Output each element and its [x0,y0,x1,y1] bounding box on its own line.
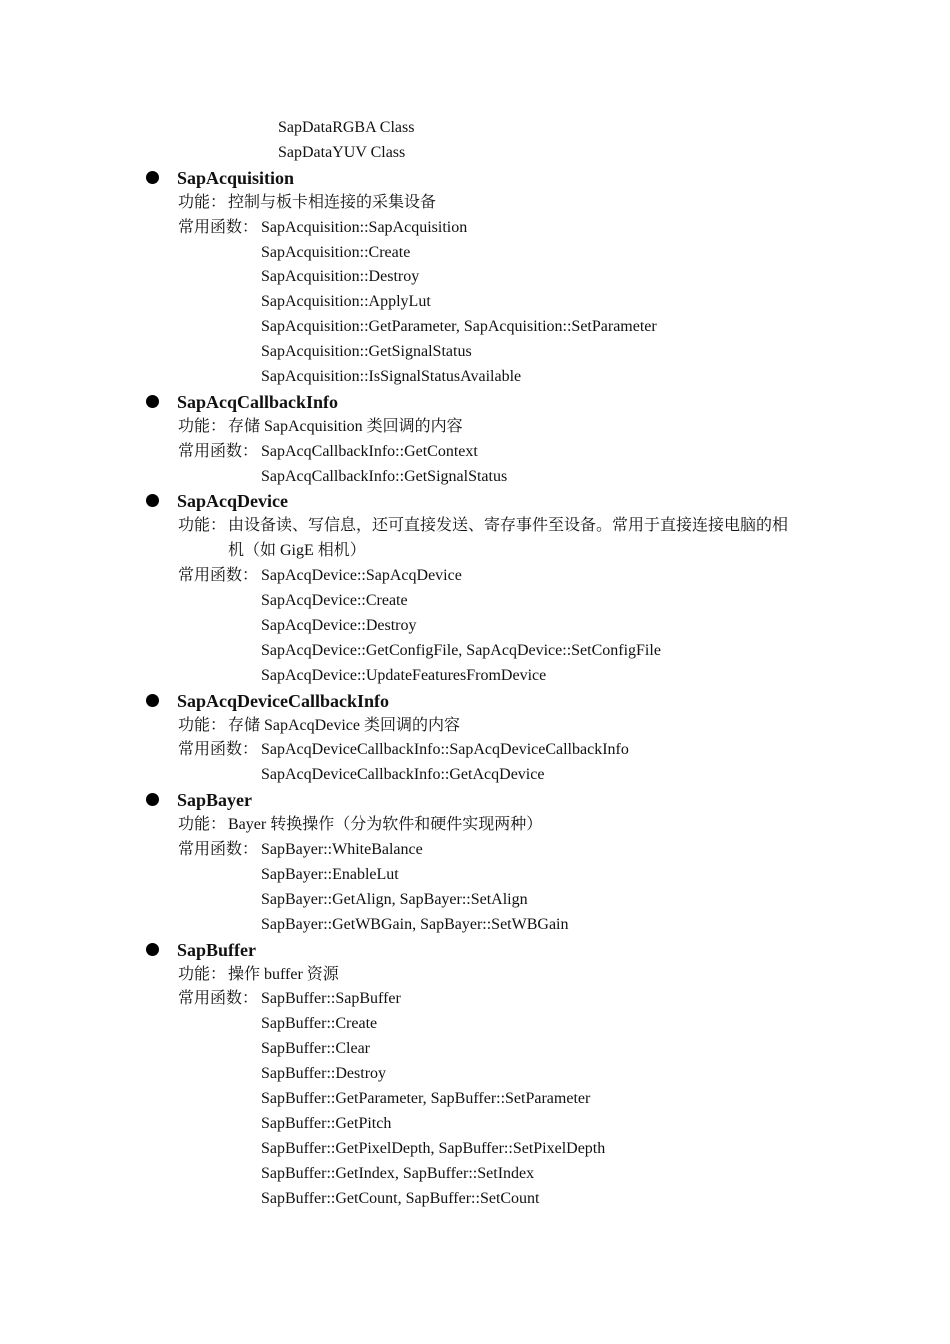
function-name: SapAcqDevice::UpdateFeaturesFromDevice [261,667,547,684]
bullet-icon [146,793,159,806]
section-heading: SapAcqCallbackInfo [177,392,339,412]
document-row [0,664,950,688]
function-description: 存储 SapAcquisition 类回调的内容 [228,418,463,435]
function-name: SapBayer::EnableLut [261,866,399,883]
function-name: SapAcquisition::GetSignalStatus [261,343,472,360]
common-functions-label: 常用函数： [178,841,259,858]
function-label: 功能： [178,418,227,435]
function-name: SapAcquisition::GetParameter, SapAcquisition::SetParameter [261,318,657,335]
function-label: 功能： [178,517,227,534]
document-row [0,813,950,837]
bullet-icon [146,171,159,184]
section-heading: SapBuffer [177,940,257,960]
function-name: SapAcqDevice::GetConfigFile, SapAcqDevice::SetConfigFile [261,642,661,659]
document-row [0,738,950,762]
function-description: Bayer 转换操作（分为软件和硬件实现两种） [228,816,543,833]
document-row [0,340,950,364]
bullet-icon [146,943,159,956]
function-name: SapAcqDevice::Create [261,592,408,609]
document-row [0,216,950,240]
document-row [0,1112,950,1136]
function-name: SapBuffer::Create [261,1015,378,1032]
function-name: SapBuffer::GetPitch [261,1115,392,1132]
function-name: SapAcquisition::IsSignalStatusAvailable [261,368,522,385]
function-description: 机（如 GigE 相机） [228,542,366,559]
function-name: SapAcqDeviceCallbackInfo::SapAcqDeviceCallbackInfo [261,741,629,758]
document-row [0,1037,950,1061]
common-functions-label: 常用函数： [178,567,259,584]
common-functions-label: 常用函数： [178,741,259,758]
function-name: SapAcquisition::Create [261,244,411,261]
function-name: SapAcqDevice::Destroy [261,617,417,634]
function-name: SapAcqCallbackInfo::GetContext [261,443,478,460]
document-row [0,1187,950,1211]
document-row [0,465,950,489]
function-name: SapBuffer::Clear [261,1040,371,1057]
function-label: 功能： [178,816,227,833]
class-list-item: SapDataYUV Class [278,144,406,161]
common-functions-label: 常用函数： [178,219,259,236]
document-row [0,888,950,912]
document-row [0,838,950,862]
function-name: SapAcquisition::SapAcquisition [261,219,468,236]
function-name: SapAcqDeviceCallbackInfo::GetAcqDevice [261,766,545,783]
document-row [0,564,950,588]
document-row [0,987,950,1011]
document-row [0,714,950,738]
function-description: 控制与板卡相连接的采集设备 [228,194,437,211]
section-heading: SapAcqDeviceCallbackInfo [177,691,390,711]
function-name: SapAcquisition::Destroy [261,268,420,285]
function-name: SapBuffer::Destroy [261,1065,387,1082]
function-name: SapBuffer::SapBuffer [261,990,401,1007]
document-row [0,539,950,563]
bullet-icon [146,694,159,707]
bullet-icon [146,494,159,507]
function-name: SapBuffer::GetPixelDepth, SapBuffer::SetPixelDepth [261,1140,606,1157]
function-name: SapAcquisition::ApplyLut [261,293,431,310]
document-row [0,440,950,464]
document-row [0,1062,950,1086]
function-label: 功能： [178,194,227,211]
function-name: SapAcqDevice::SapAcqDevice [261,567,462,584]
document-row [0,265,950,289]
document-row [0,1162,950,1186]
document-row [0,415,950,439]
section-heading: SapAcqDevice [177,491,288,511]
document-row [0,315,950,339]
section-heading: SapBayer [177,790,253,810]
function-description: 由设备读、写信息，还可直接发送、寄存事件至设备。常用于直接连接电脑的相 [228,517,789,534]
document-row [0,863,950,887]
function-name: SapBayer::GetAlign, SapBayer::SetAlign [261,891,528,908]
function-name: SapAcqCallbackInfo::GetSignalStatus [261,468,508,485]
common-functions-label: 常用函数： [178,443,259,460]
document-row [0,241,950,265]
function-description: 存储 SapAcqDevice 类回调的内容 [228,717,460,734]
document-row [0,589,950,613]
function-name: SapBuffer::GetParameter, SapBuffer::SetParameter [261,1090,591,1107]
document-row [0,191,950,215]
document-row [0,763,950,787]
document-row [0,614,950,638]
section-heading: SapAcquisition [177,168,295,188]
function-name: SapBuffer::GetCount, SapBuffer::SetCount [261,1190,540,1207]
function-label: 功能： [178,966,227,983]
document-row [0,963,950,987]
document-row [0,514,950,538]
document-row [0,639,950,663]
class-list-item: SapDataRGBA Class [278,119,415,136]
document-row [0,365,950,389]
document-row [0,913,950,937]
function-description: 操作 buffer 资源 [228,966,339,983]
function-name: SapBayer::WhiteBalance [261,841,423,858]
function-label: 功能： [178,717,227,734]
bullet-icon [146,395,159,408]
common-functions-label: 常用函数： [178,990,259,1007]
document-row [0,290,950,314]
function-name: SapBayer::GetWBGain, SapBayer::SetWBGain [261,916,569,933]
document-row [0,1087,950,1111]
function-name: SapBuffer::GetIndex, SapBuffer::SetIndex [261,1165,535,1182]
document-row [0,1012,950,1036]
document-row [0,1137,950,1161]
